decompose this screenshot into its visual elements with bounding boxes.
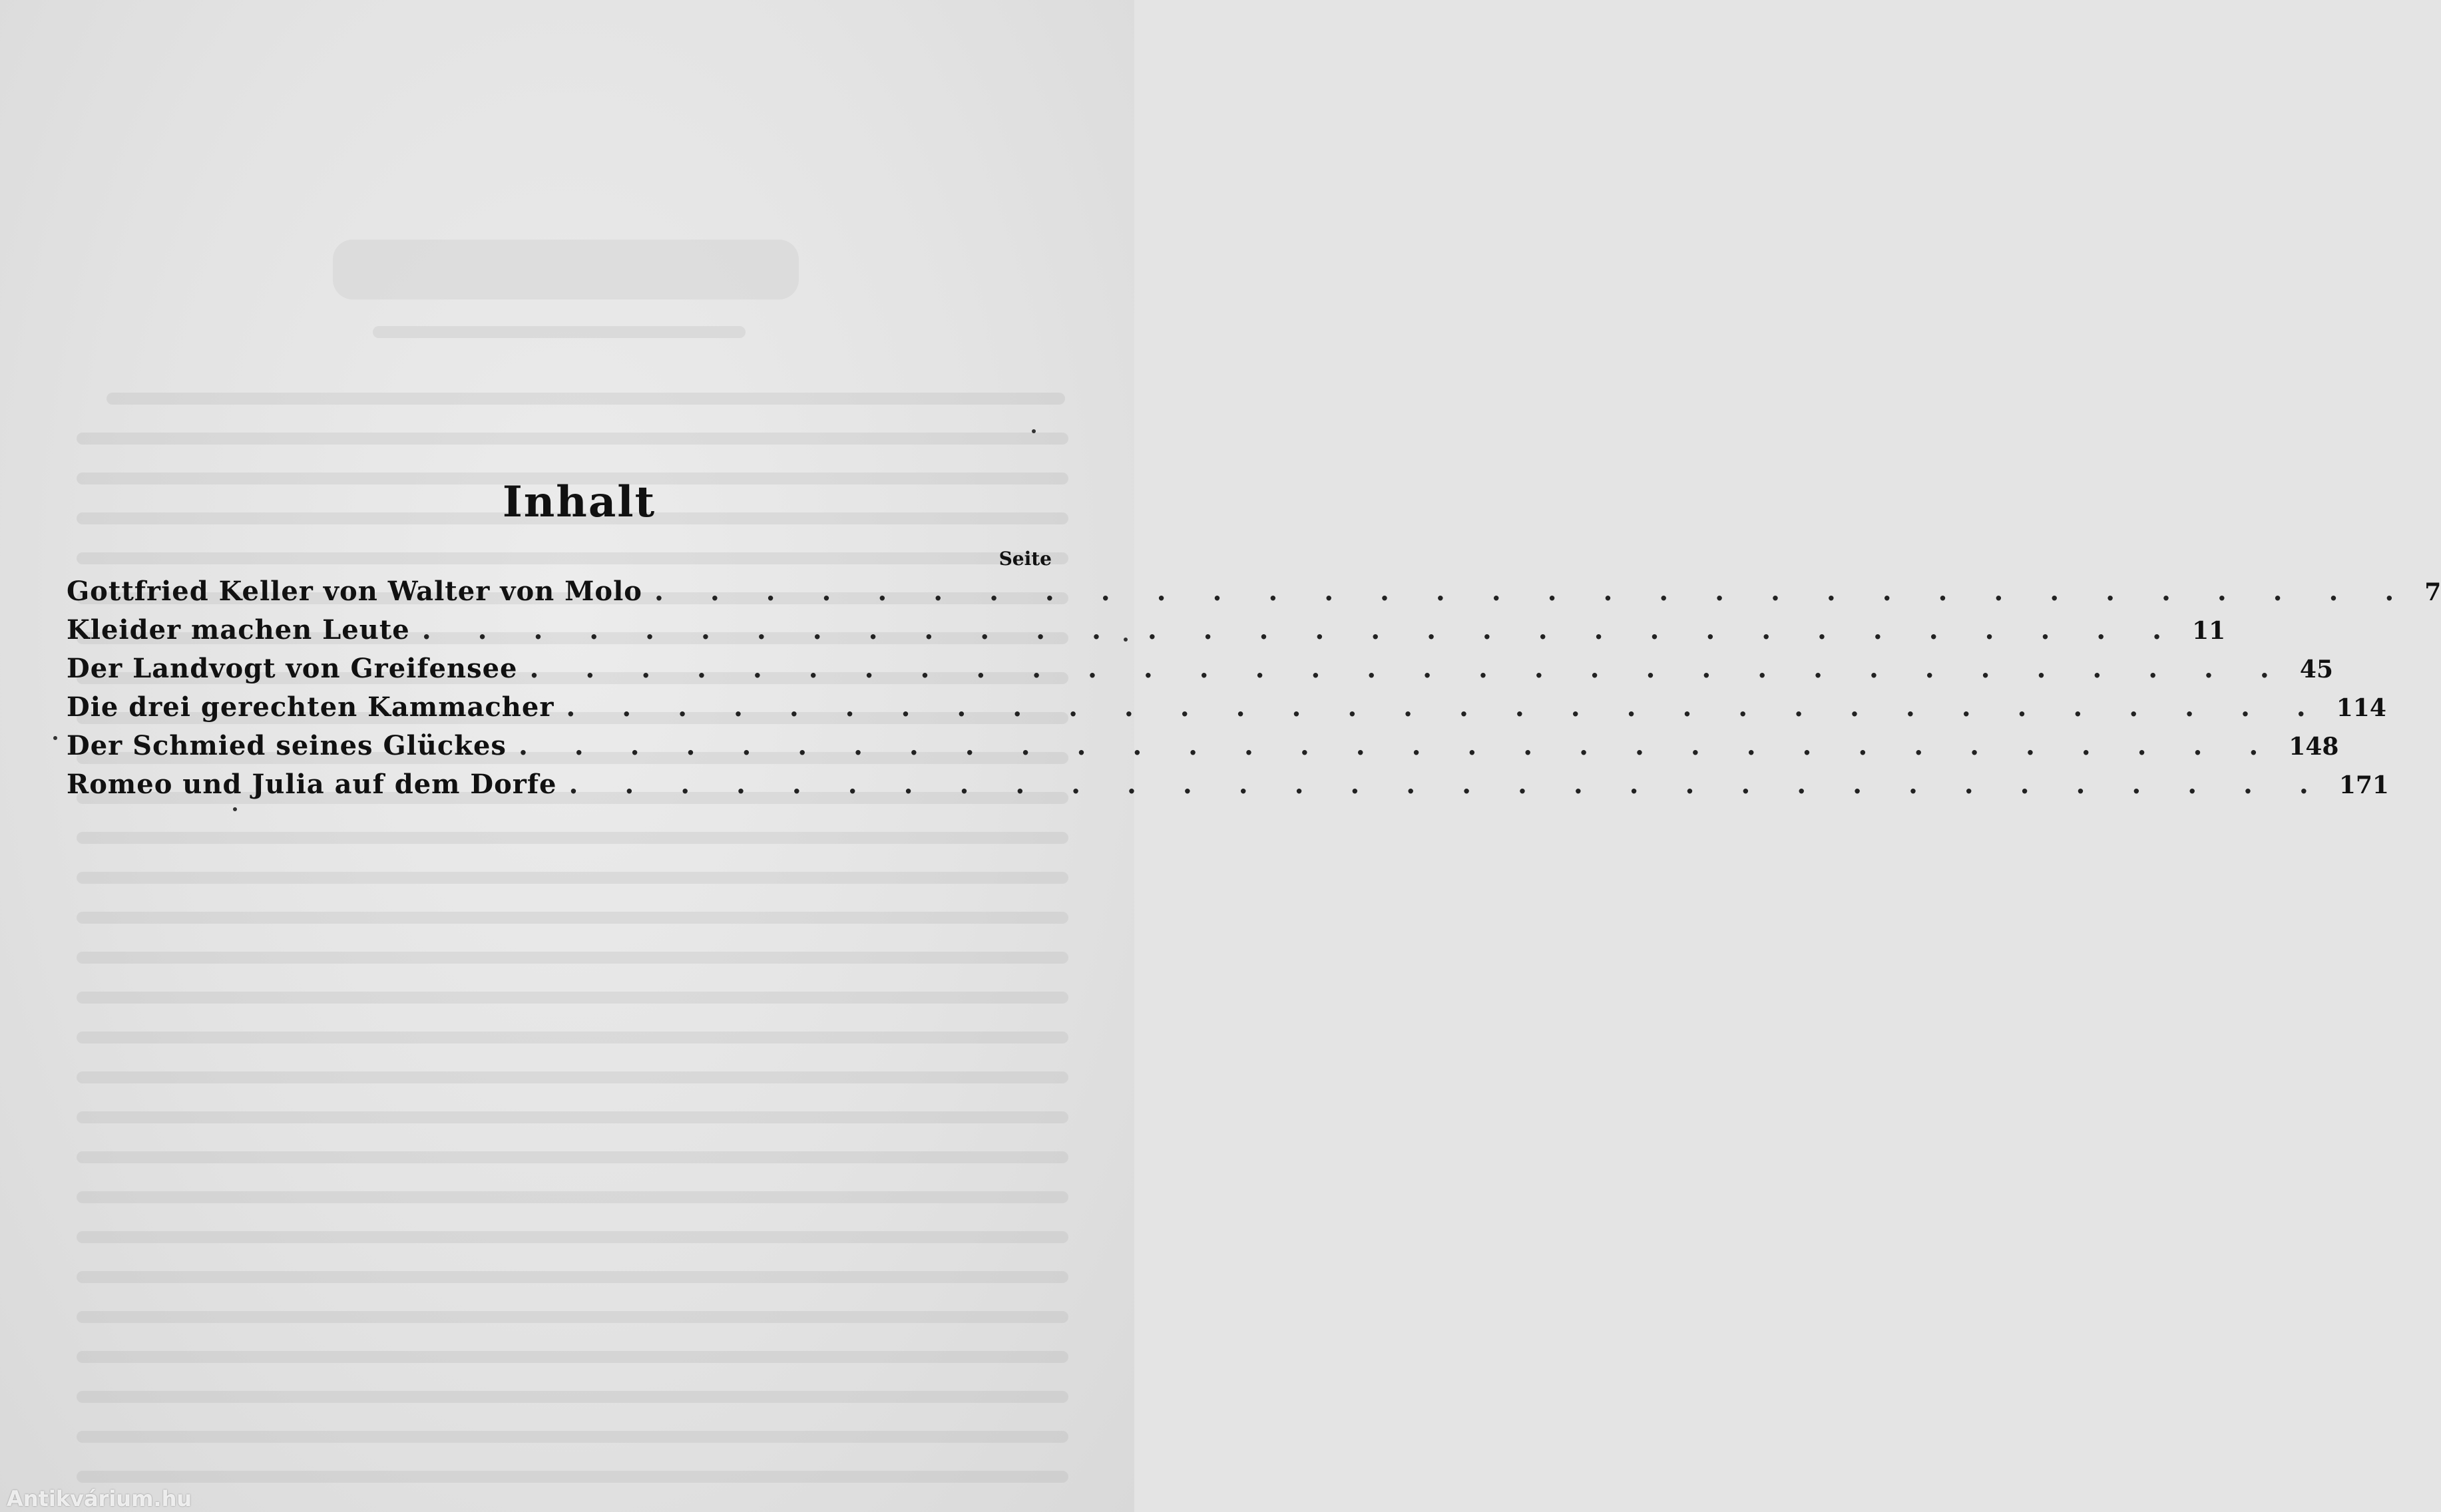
toc-entry-title: Kleider machen Leute xyxy=(67,614,410,646)
toc-entry xyxy=(67,611,2226,650)
toc-entry xyxy=(67,727,2339,765)
leader-dots: . . . . . . . . . . . . . . . . . . . . . . . . . . . . . . . . xyxy=(518,730,2277,761)
toc-entry xyxy=(67,765,2389,804)
show-through-heading xyxy=(333,240,799,299)
toc-entry xyxy=(67,688,2386,727)
toc-entry-title: Der Landvogt von Greifensee xyxy=(67,653,518,684)
toc-entry-page: 171 xyxy=(2338,771,2389,799)
toc-entry-title: Romeo und Julia auf dem Dorfe xyxy=(67,769,557,800)
toc-entry-title: Gottfried Keller von Walter von Molo xyxy=(67,576,642,607)
ink-speck xyxy=(1032,429,1036,433)
toc-entry xyxy=(67,572,2441,611)
toc-heading: Inhalt xyxy=(502,477,656,527)
toc-entry-page: 148 xyxy=(2289,733,2339,761)
table-of-contents xyxy=(67,472,2441,804)
leader-dots: . . . . . . . . . . . . . . . . . . . . . . . . . . . . . . . . xyxy=(654,576,2413,607)
leader-dots: . . . . . . . . . . . . . . . . . . . . . . . . . . . . . . . . xyxy=(568,769,2327,800)
leader-dots: . . . . . . . . . . . . . . . . . . . . . . . . . . . . . . . . xyxy=(566,691,2325,723)
toc-entry xyxy=(67,650,2333,688)
toc-entry-page: 114 xyxy=(2336,694,2386,722)
page-column-header: Seite xyxy=(999,548,1052,570)
toc-entry-title: Der Schmied seines Glückes xyxy=(67,730,507,761)
leader-dots: . . . . . . . . . . . . . . . . . . . . . . . . . . . . . . . . xyxy=(421,614,2181,646)
ink-speck xyxy=(53,736,57,740)
leader-dots: . . . . . . . . . . . . . . . . . . . . . . . . . . . . . . . . xyxy=(529,653,2288,684)
ink-speck xyxy=(233,807,237,811)
toc-entry-page: 7 xyxy=(2424,578,2441,606)
toc-entry-title: Die drei gerechten Kammacher xyxy=(67,691,555,723)
watermark: Antikvárium.hu xyxy=(7,1486,192,1511)
toc-entry-page: 45 xyxy=(2299,656,2333,683)
toc-entry-page: 11 xyxy=(2192,617,2226,645)
